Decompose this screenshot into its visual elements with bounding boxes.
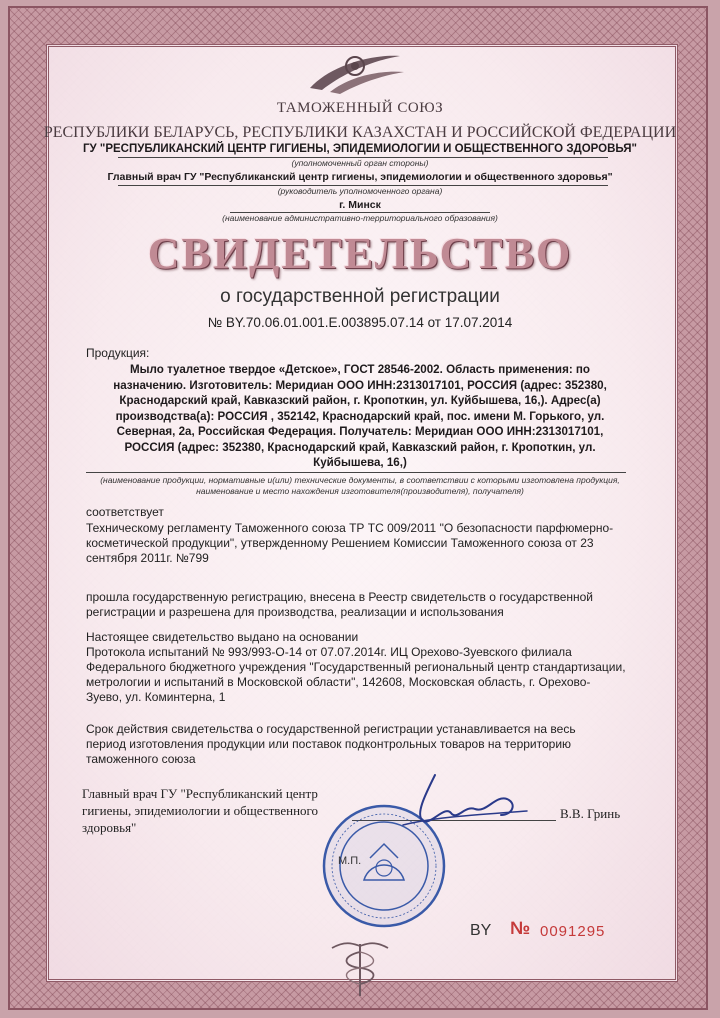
city-note: (наименование административно-территориального образования) bbox=[222, 213, 498, 223]
serial-number: 0091295 bbox=[540, 923, 606, 940]
city: г. Минск bbox=[339, 199, 381, 211]
certificate-subtitle: о государственной регистрации bbox=[220, 286, 500, 307]
signer-position: Главный врач ГУ "Республиканский центр гигиены, эпидемиологии и общественного здоровья" bbox=[82, 786, 319, 835]
conformity-text: Техническому регламенту Таможенного союза ТР ТС 009/2011 "О безопасности парфюмерно-косметической продукции", утвержденному Решением Комиссии Таможенного союза от 23 сентября 2011г. №799 bbox=[86, 521, 614, 565]
certificate-title: СВИДЕТЕЛЬСТВО bbox=[147, 229, 573, 278]
basis-text: Протокола испытаний № 993/993-О-14 от 07.07.2014г. ИЦ Орехово-Зуевского филиала Федерального бюджетного учреждения "Государственный региональный центр стандартизации, метрологии и испытаний в Московской области", 142608, Московская область, г. Орехово-Зуево, ул. Коминтерна, 1 bbox=[86, 645, 626, 704]
registration-text: прошла государственную регистрацию, внесена в Реестр свидетельств о государственной регистрации и разрешена для производства, реализации и использования bbox=[86, 590, 593, 619]
signer-name: В.В. Гринь bbox=[560, 806, 621, 821]
divider bbox=[86, 472, 626, 473]
stamp-mark: М.П. bbox=[338, 855, 362, 867]
serial-number-sign: № bbox=[510, 918, 531, 938]
conformity-label: соответствует bbox=[86, 505, 164, 519]
caduceus-emblem-icon bbox=[302, 938, 418, 1000]
republics-line: РЕСПУБЛИКИ БЕЛАРУСЬ, РЕСПУБЛИКИ КАЗАХСТАН И РОССИЙСКОЙ ФЕДЕРАЦИИ bbox=[43, 124, 677, 141]
head-doctor-note: (руководитель уполномоченного органа) bbox=[277, 186, 443, 196]
handwritten-signature-icon bbox=[395, 765, 535, 835]
product-note: (наименование продукции, нормативные и(или) технические документы, в соответствии с которыми изготовлена продукция, наименование и место нахождения изготовителя(производителя), получателя) bbox=[100, 475, 620, 496]
organization-name: ГУ "РЕСПУБЛИКАНСКИЙ ЦЕНТР ГИГИЕНЫ, ЭПИДЕМИОЛОГИИ И ОБЩЕСТВЕННОГО ЗДОРОВЬЯ" bbox=[83, 143, 637, 155]
serial-country: BY bbox=[470, 922, 492, 939]
product-description: Мыло туалетное твердое «Детское», ГОСТ 28546-2002. Область применения: по назначению. Изготовитель: Меридиан ООО ИНН:2313017101, РОССИЯ (адрес: 352380, Краснодарский край, Кавказский район, г. Кропоткин, ул. Куйбышева, 16,). Адрес(а) производства(а): РОССИЯ , 352142, Краснодарский край, пос. имени М. Горького, ул. Северная, 2а, Российская Федерация. Получатель: Меридиан ООО ИНН:2313017101, РОССИЯ (адрес: 352380, Краснодарский край, Кавказский район, г. Кропоткин, ул. Куйбышева, 16,) bbox=[113, 363, 607, 469]
registration-number: № BY.70.06.01.001.Е.003895.07.14 от 17.07.2014 bbox=[207, 315, 513, 330]
customs-union-logo-icon bbox=[300, 46, 410, 96]
basis-label: Настоящее свидетельство выдано на основании bbox=[86, 630, 359, 644]
head-doctor-line: Главный врач ГУ "Республиканский центр гигиены, эпидемиологии и общественного здоровья" bbox=[107, 171, 613, 183]
validity-text: Срок действия свидетельства о государственной регистрации устанавливается на весь период изготовления продукции или поставок подконтрольных товаров на территорию таможенного союза bbox=[86, 722, 576, 766]
union-title: ТАМОЖЕННЫЙ СОЮЗ bbox=[276, 100, 444, 116]
organization-note: (уполномоченный орган стороны) bbox=[291, 158, 429, 168]
product-label: Продукция: bbox=[86, 346, 150, 360]
